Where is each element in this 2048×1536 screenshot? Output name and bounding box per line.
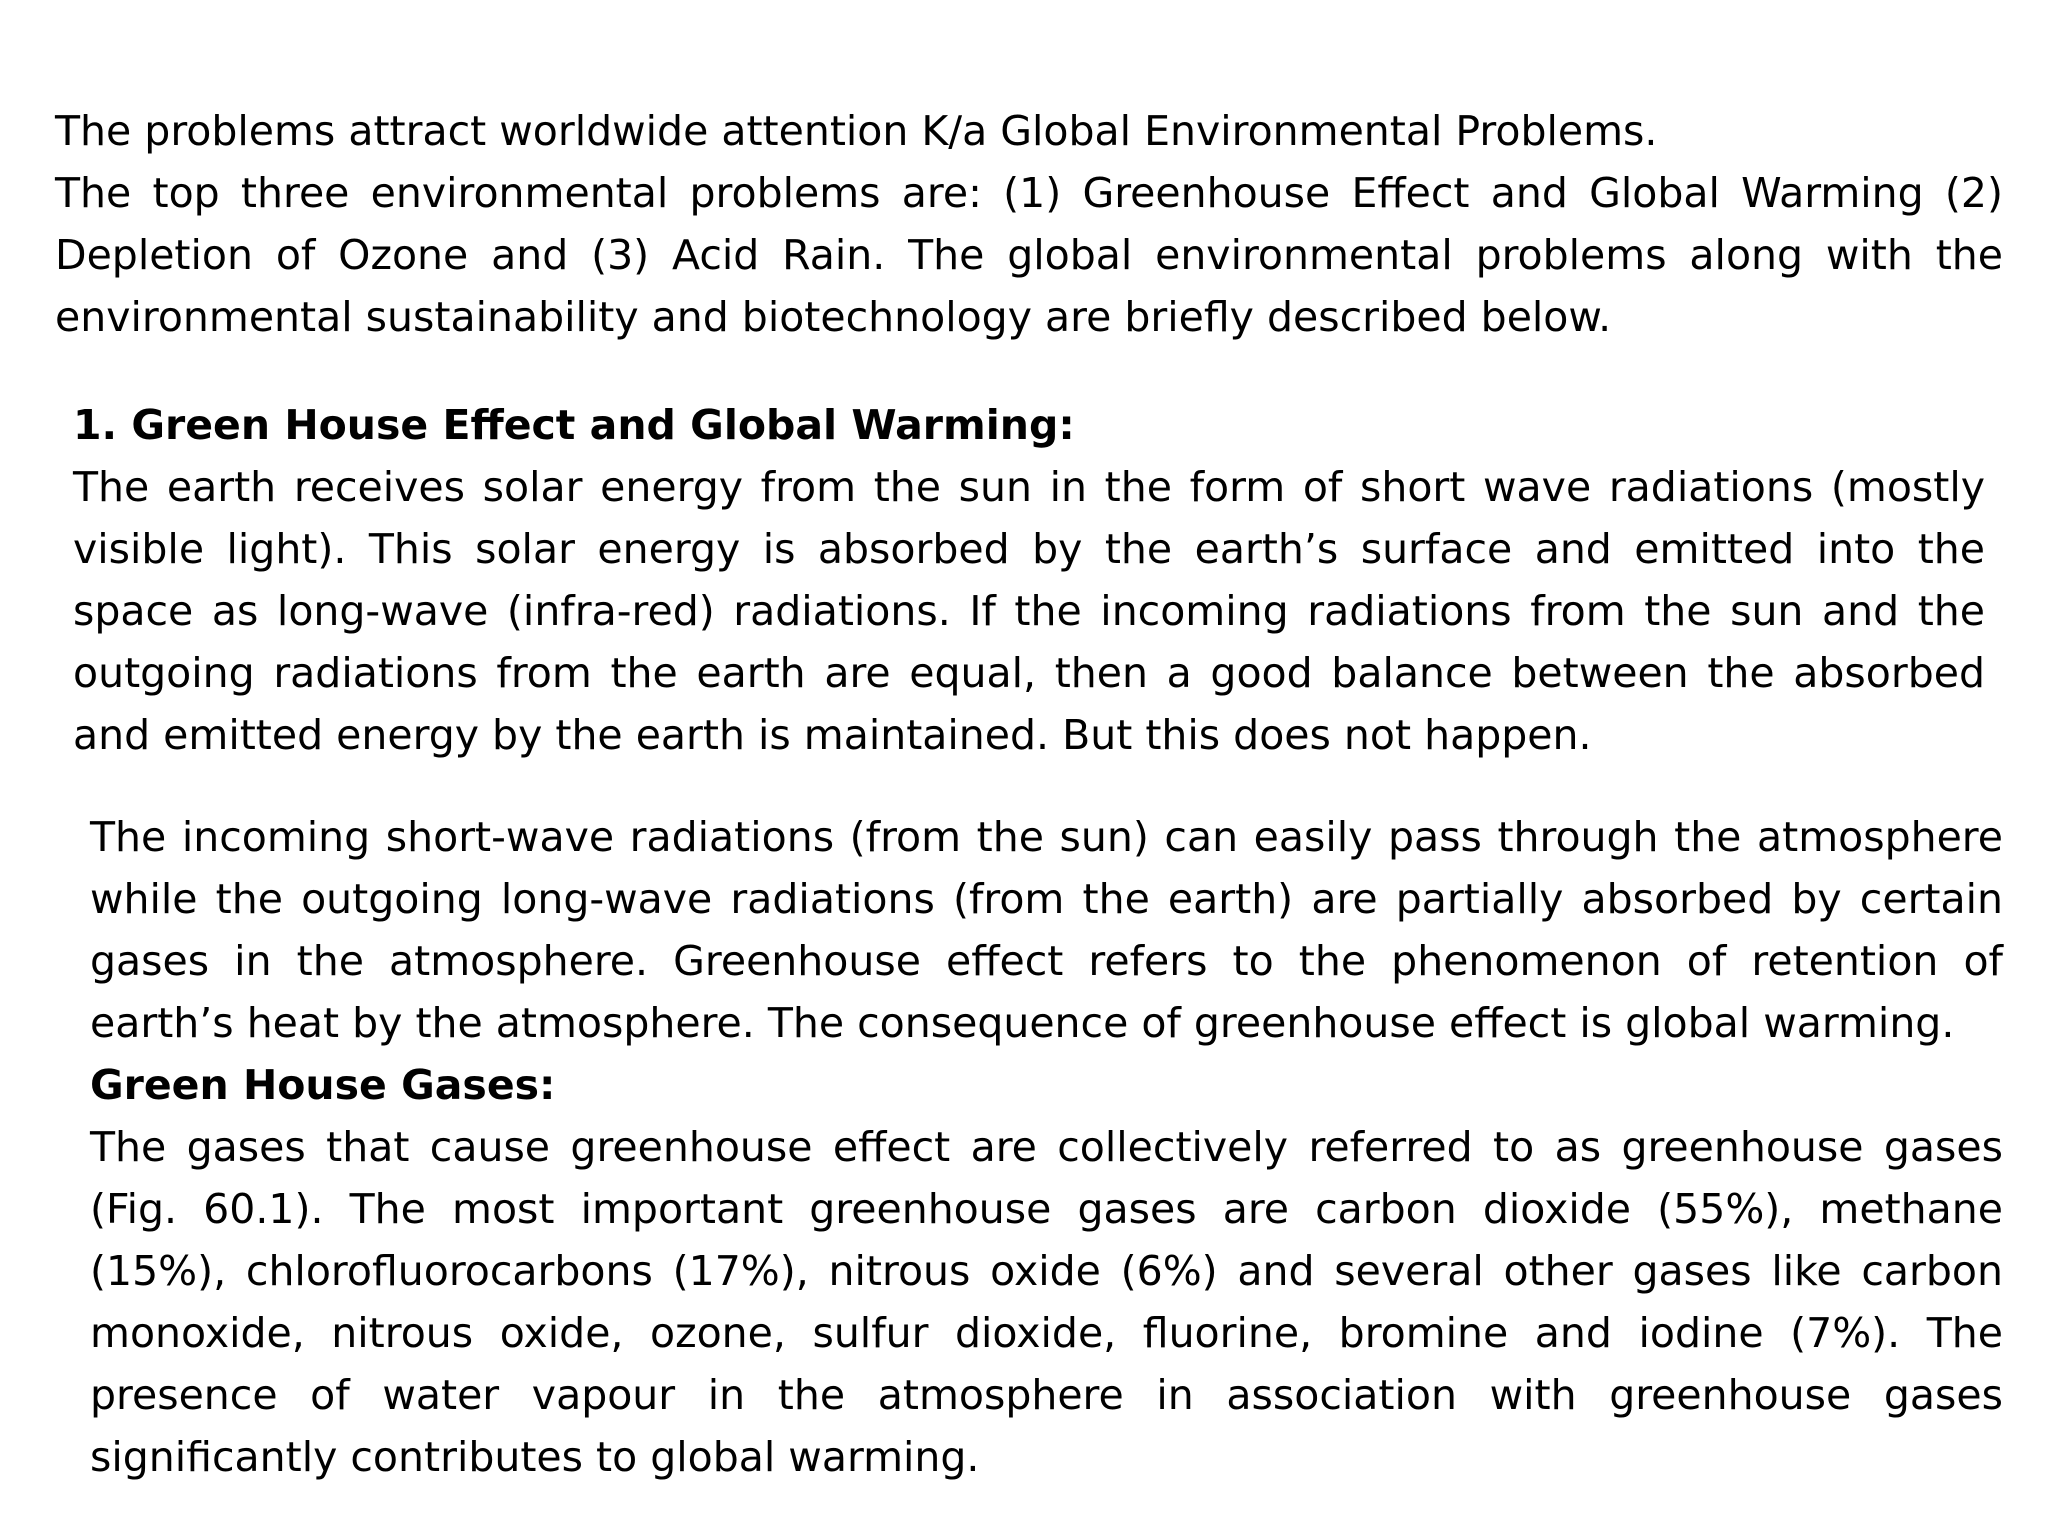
section-heading-greenhouse-effect: 1. Green House Effect and Global Warming: <box>73 401 1075 449</box>
section-heading-greenhouse-gases: Green House Gases: <box>90 1061 556 1109</box>
intro-paragraph: The top three environmental problems are: (1) Greenhouse Effect and Global Warming (2) Depletion of Ozone and (3) Acid Rain. The global environmental problems along with the environmental sustainability and biotechnology are briefly described below. <box>55 169 2003 341</box>
section-paragraph-radiation: The incoming short-wave radiations (from the sun) can easily pass through the atmosphere while the outgoing long-wave radiations (from the earth) are partially absorbed by certain gases in the atmosphere. Greenhouse effect refers to the phenomenon of retention of earth’s heat by the atmosphere. The consequence of greenhouse effect is global warming. <box>90 813 2003 1047</box>
intro-block <box>55 100 2003 348</box>
section-greenhouse-effect <box>73 394 1985 766</box>
intro-line: The problems attract worldwide attention K/a Global Environmental Problems. <box>55 107 1658 155</box>
section-greenhouse-gases <box>90 806 2003 1488</box>
section-paragraph-solar-energy: The earth receives solar energy from the sun in the form of short wave radiations (mostly visible light). This solar energy is absorbed by the earth’s surface and emitted into the space as long-wave (infra-red) radiations. If the incoming radiations from the sun and the outgoing radiations from the earth are equal, then a good balance between the absorbed and emitted energy by the earth is maintained. But this does not happen. <box>73 463 1985 759</box>
section-paragraph-gases: The gases that cause greenhouse effect are collectively referred to as greenhouse gases (Fig. 60.1). The most important greenhouse gases are carbon dioxide (55%), methane (15%), chlorofluorocarbons (17%), nitrous oxide (6%) and several other gases like carbon monoxide, nitrous oxide, ozone, sulfur dioxide, fluorine, bromine and iodine (7%). The presence of water vapour in the atmosphere in association with greenhouse gases significantly contributes to global warming. <box>90 1123 2003 1481</box>
